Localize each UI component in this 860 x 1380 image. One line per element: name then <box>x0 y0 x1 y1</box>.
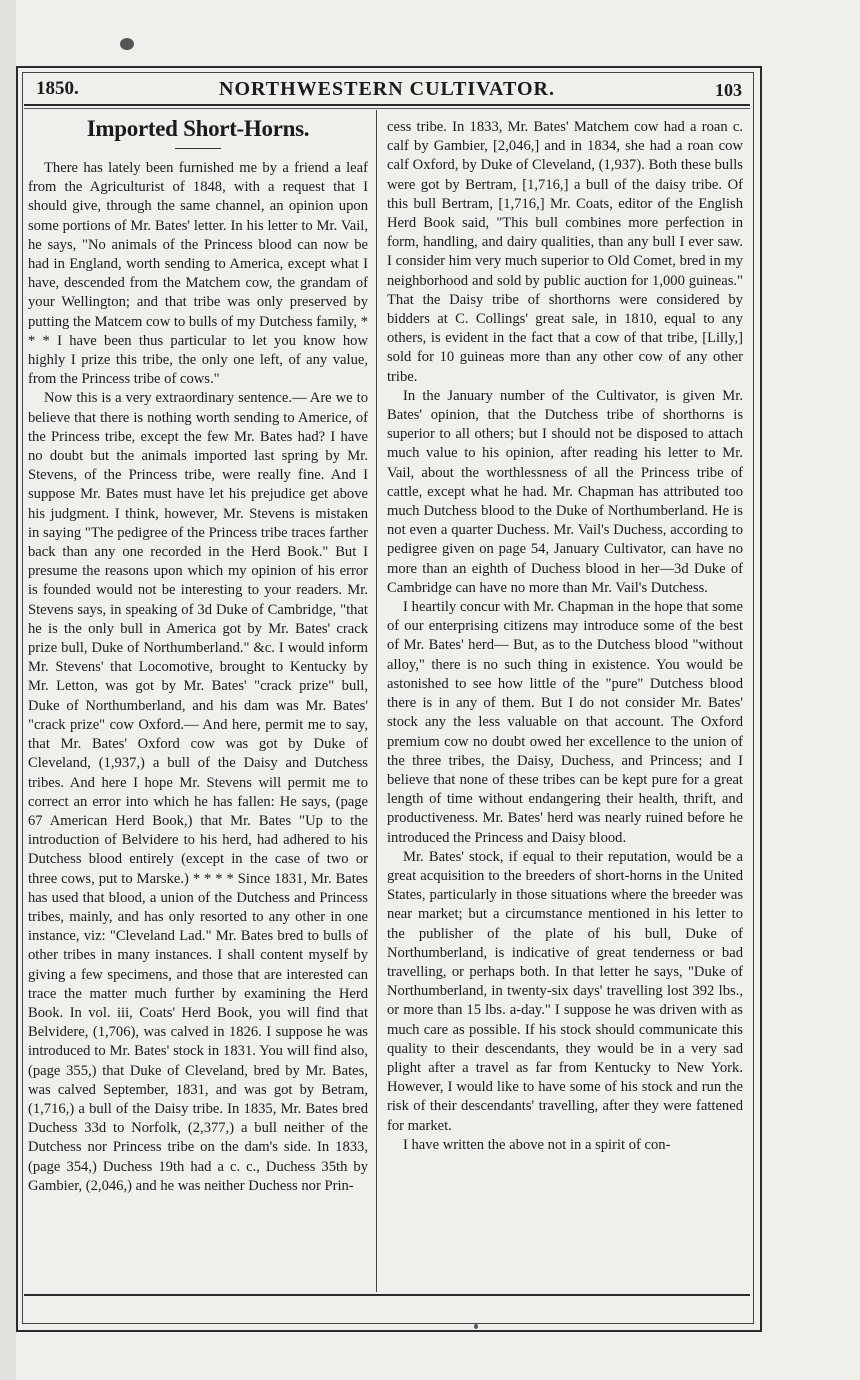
article-paragraph: I have written the above not in a spirit of con- <box>403 1136 671 1153</box>
footer-rule <box>24 1294 750 1296</box>
article-paragraph: cess tribe. In 1833, Mr. Bates' Matchem cow had a roan c. calf by Gambier, [2,046,] and in 1834, she had a roan cow calf Oxford, by Duke of Cleveland, (1,937). Both these bulls were got by Bertram, [1,716,] a bull of the daisy tribe. Of this bull Bertram, [1,716,] Mr. Coats, editor of the English Herd Book said, "This bull combines more perfection in form, handling, and dairy qualities, than any bull I ever saw. I consider him very much superior to Old Comet, bred in my neighborhood and sold by public auction for 1,000 guineas." That the Daisy tribe of shorthorns were considered by bidders at C. Collings' great sale, in 1810, equal to any others, is evident in the fact that a cow of that tribe, [Lilly,] sold for 10 guineas more than any other cow of any other tribe. <box>387 119 743 385</box>
article-paragraph: There has lately been furnished me by a friend a leaf from the Agriculturist of 1848, with a request that I should give, through the same channel, an opinion upon some portions of Mr. Bates' letter. In his letter to Mr. Vail, he says, "No animals of the Princess blood can now be had in England, worth sending to America, except what I have, descended from the Matchem cow, the grandam of your Wellington; and that tribe was only preserved by putting the Matcem cow to bulls of my Dutchess family, * * * I have been thus particular to let you know how highly I prize this tribe, the only one left, of any value, from the Princess tribe of cows." <box>28 160 368 388</box>
article-paragraph: In the January number of the Cultivator, is given Mr. Bates' opinion, that the Dutchess tribe of shorthorns is superior to all others; but I should not be disposed to attach much value to his opinion, after reading his letter to Mr. Vail, about the worthlessness of all the Princess tribe of cattle, except what he had. Mr. Chapman has attributed too much Dutchess blood to the Duke of Northumberland. He is not even a quarter Duchess. Mr. Vail's Duchess, according to pedigree given on page 54, January Cultivator, can have no more than an eighth of Duchess blood in her—3d Duke of Cambridge can have no more than Mr. Vail's Dutchess. <box>387 387 743 596</box>
running-header <box>28 78 746 104</box>
title-rule <box>175 148 221 149</box>
article-title: Imported Short-Horns. <box>86 116 310 141</box>
ink-speck <box>120 38 134 50</box>
article-paragraph: Mr. Bates' stock, if equal to their reputation, would be a great acquisition to the breeders of short-horns in the United States, particularly in those situations where the breeder was near market; but a circumstance mentioned in his letter to the publisher of the plate of his bull, Duke of Northumberland, is indicative of great tenderness or bad travelling, or perhaps both. In that letter he says, "Duke of Northumberland, in twenty-six days' travelling lost 392 lbs., or more than 15 lbs. a-day." I suppose he was driven with as much care as possible. If his stock should communicate this quality to their descendants, they would be in a very sad plight after a travel as far from Kentucky to New York. However, I would like to have some of his stock and run the risk of their descendants' travelling, after they were fattened for market. <box>387 848 743 1134</box>
header-year: 1850. <box>36 78 79 99</box>
right-column <box>387 118 743 1298</box>
header-rule <box>24 104 750 106</box>
page-edge-shadow <box>0 0 16 1380</box>
header-rule-thin <box>24 108 750 109</box>
publication-title: NORTHWESTERN CULTIVATOR. <box>219 78 555 100</box>
left-column <box>28 112 368 1292</box>
article-paragraph: Now this is a very extraordinary sentence.— Are we to believe that there is nothing worth sending to Americe, of the Princess tribe, except the few Mr. Bates had? I have no doubt but the animals imported last spring by Mr. Stevens, of the Princess tribe, were really fine. And I suppose Mr. Bates must have let his prejudice get above his judgment. I think, however, Mr. Stevens is mistaken in saying "The pedigree of the Princess tribe traces farther back than any one recorded in the Herd Book." But I presume the reasons upon which my opinion of his error is founded would not be interesting to your readers. Mr. Stevens says, in speaking of 3d Duke of Cambridge, "that he is the only bull in America got by Mr. Bates' crack prize bull, Duke of Northumberland." &c. I would inform Mr. Stevens' that Locomotive, brought to Kentucky by Mr. Letton, was got by Mr. Bates' "crack prize" bull, Duke of Northumberland, and his dam was Mr. Bates' "crack prize" cow Oxford.— And here, permit me to say, that Mr. Bates' Oxford cow was got by Duke of Cleveland, (1,937,) a bull of the Daisy and Dutchess tribes. And here I hope Mr. Stevens will permit me to correct an error into which he has fallen: He says, (page 67 American Herd Book,) that Mr. Bates "Up to the introduction of Belvidere to his herd, had adhered to his Dutchess blood entirely (except in the case of two or three cows, put to Marske.) * * * * Since 1831, Mr. Bates has used that blood, a union of the Dutchess and Princess tribes, mainly, and has only resorted to any other in one instance, viz: "Cleveland Lad." Mr. Bates bred to bulls of other tribes in many instances. I shall content myself by giving a few specimens, and those that are interested can trace the matter much further by examining the Herd Book. In vol. iii, Coats' Herd Book, you will find that Belvidere, (1,706), was calved in 1826. I suppose he was introduced to Mr. Bates' stock in 1831. You will find also, (page 355,) that Duke of Cleveland, bred by Mr. Bates, was calved September, 1831, and was got by Betram, (1,716,) a bull of the Daisy tribe. In 1835, Mr. Bates bred Duchess 33d to Norfolk, (2,377,) a bull neither of the Dutchess nor Princess tribe on the dam's side. In 1833, (page 354,) Duchess 19th had a c. c., Duchess 35th by Gambier, (2,046,) and he was neither Duchess nor Prin- <box>28 390 368 1194</box>
article-paragraph: I heartily concur with Mr. Chapman in the hope that some of our enterprising citizens may introduce some of the best of Mr. Bates' herd— But, as to the Dutchess blood "without alloy," there is no such thing in existence. You would be astonished to see how little of the "pure" Dutchess blood there is in any of them. But I do not consider Mr. Bates' stock any the less valuable on that account. The Oxford premium cow no doubt owed her excellence to the union of the three tribes, the Daisy, Duchess, and Princess; and I believe that none of these tribes can be kept pure for a great length of time without endangering their health, thrift, and productiveness. Mr. Bates' herd was nearly ruined before he introduced the Princess and Daisy blood. <box>387 599 743 846</box>
page-number: 103 <box>715 80 742 100</box>
column-divider <box>376 110 377 1292</box>
